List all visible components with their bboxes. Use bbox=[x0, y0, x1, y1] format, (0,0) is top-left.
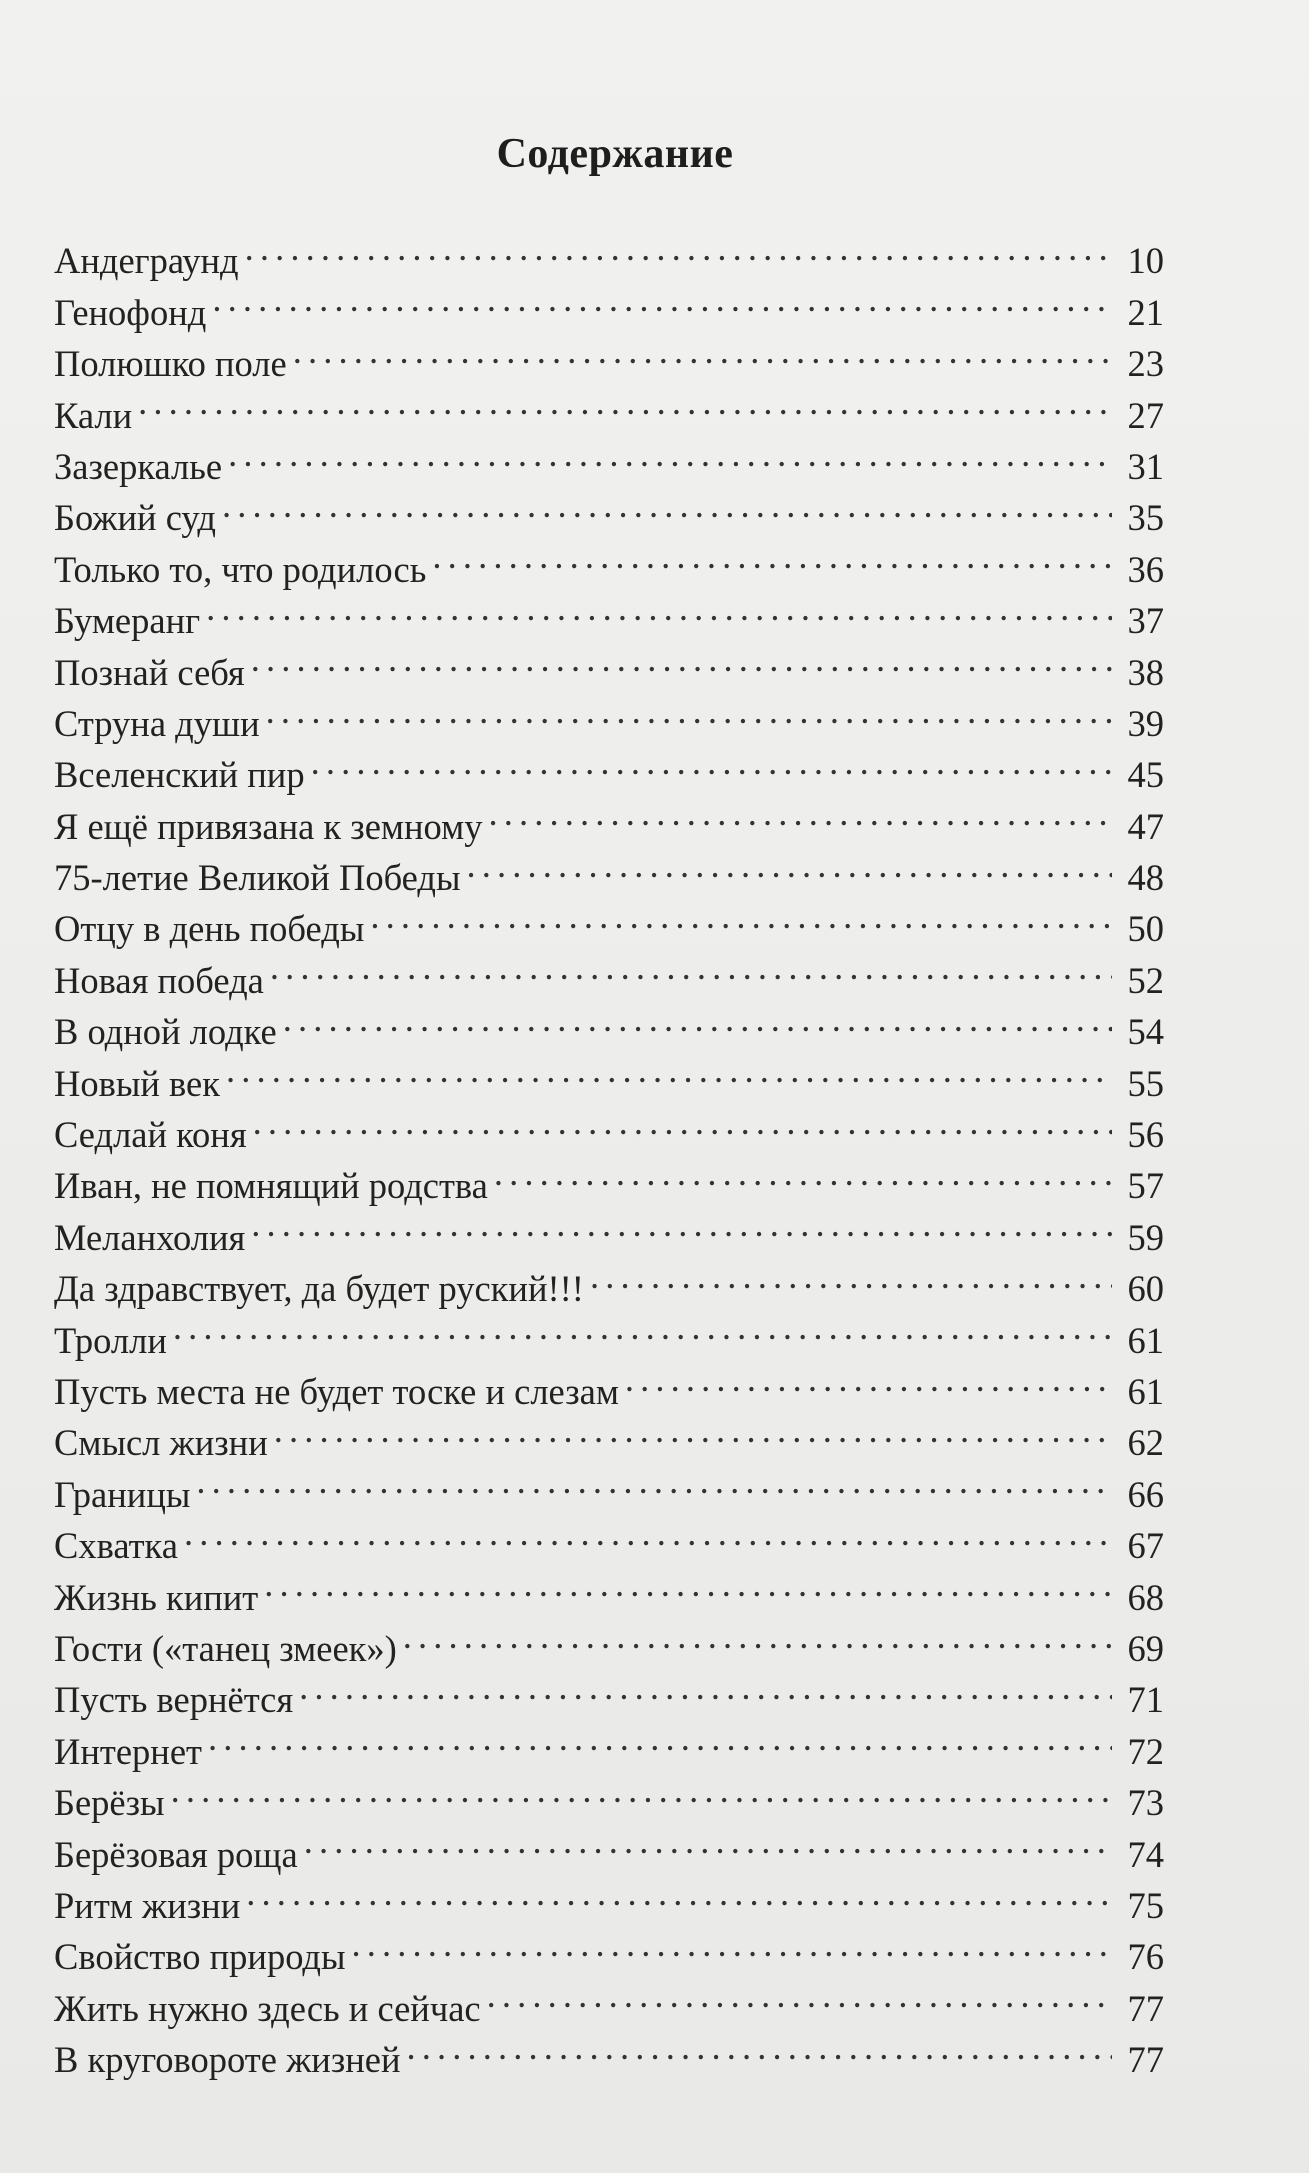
toc-dot-leader bbox=[274, 1404, 1112, 1455]
toc-entry-title: 75-летие Великой Победы bbox=[54, 857, 461, 899]
toc-entry-title: Генофонд bbox=[54, 291, 207, 333]
toc-dot-leader bbox=[494, 1147, 1112, 1198]
toc-entry-title: Вселенский пир bbox=[54, 754, 305, 796]
toc-entry-page-number: 60 bbox=[1127, 1268, 1164, 1310]
toc-entry-title: Струна души bbox=[54, 702, 260, 744]
toc-dot-leader bbox=[488, 787, 1112, 838]
toc-entry-title: Новый век bbox=[54, 1062, 220, 1104]
toc-entry-title: Границы bbox=[54, 1473, 191, 1515]
toc-dot-leader bbox=[407, 2021, 1112, 2072]
toc-entry-title: Андеграунд bbox=[54, 240, 239, 282]
toc-entry-title: Пусть вернётся bbox=[54, 1679, 294, 1721]
toc-entry-title: Смысл жизни bbox=[54, 1422, 268, 1464]
toc-entry-title: Свойство природы bbox=[54, 1936, 346, 1978]
toc-entry-page-number: 61 bbox=[1127, 1370, 1164, 1412]
toc-entry-title: Полюшко поле bbox=[54, 343, 287, 385]
toc-entry-page-number: 69 bbox=[1127, 1627, 1164, 1669]
toc-entry-page-number: 77 bbox=[1127, 1987, 1164, 2029]
toc-entry-page-number: 66 bbox=[1127, 1473, 1164, 1515]
toc-entry-page-number: 27 bbox=[1127, 394, 1164, 436]
toc-entry-page-number: 47 bbox=[1127, 805, 1164, 847]
toc-dot-leader bbox=[253, 1096, 1112, 1147]
toc-entry-title: Схватка bbox=[54, 1525, 178, 1567]
toc-entry-page-number: 67 bbox=[1127, 1525, 1164, 1567]
toc-entry-page-number: 56 bbox=[1127, 1114, 1164, 1156]
toc-dot-leader bbox=[226, 1044, 1112, 1095]
toc-entry-page-number: 59 bbox=[1127, 1216, 1164, 1258]
toc-entry-page-number: 71 bbox=[1127, 1679, 1164, 1721]
toc-dot-leader bbox=[466, 839, 1112, 890]
page-title: Содержание bbox=[496, 131, 734, 177]
toc-entry bbox=[54, 582, 1164, 642]
toc-dot-leader bbox=[590, 1250, 1112, 1301]
toc-entry-title: Жить нужно здесь и сейчас bbox=[54, 1987, 481, 2029]
toc-dot-leader bbox=[487, 1969, 1112, 2020]
toc-dot-leader bbox=[432, 530, 1112, 581]
toc-dot-leader bbox=[251, 1198, 1112, 1249]
toc-entry-page-number: 45 bbox=[1127, 754, 1164, 796]
toc-entry-page-number: 10 bbox=[1127, 240, 1164, 282]
toc-entry-title: Новая победа bbox=[54, 959, 264, 1001]
toc-dot-leader bbox=[212, 273, 1112, 324]
toc-entry-page-number: 54 bbox=[1127, 1011, 1164, 1053]
toc-entry-title: Отцу в день победы bbox=[54, 908, 365, 950]
toc-entry-title: Меланхолия bbox=[54, 1216, 246, 1258]
toc-dot-leader bbox=[245, 222, 1112, 273]
toc-entry bbox=[54, 325, 1164, 385]
toc-entry-page-number: 35 bbox=[1127, 497, 1164, 539]
toc-dot-leader bbox=[222, 479, 1112, 530]
toc-entry-page-number: 55 bbox=[1127, 1062, 1164, 1104]
toc-entry-title: Пусть места не будет тоске и слезам bbox=[54, 1370, 619, 1412]
toc-entry-page-number: 39 bbox=[1127, 702, 1164, 744]
toc-entry bbox=[54, 1455, 1164, 1515]
toc-entry-page-number: 77 bbox=[1127, 2039, 1164, 2081]
table-of-contents bbox=[54, 222, 1164, 2081]
toc-entry-title: Жизнь кипит bbox=[54, 1576, 259, 1618]
toc-dot-leader bbox=[173, 1301, 1112, 1352]
toc-entry bbox=[54, 1764, 1164, 1824]
toc-dot-leader bbox=[206, 582, 1112, 633]
toc-entry-title: Я ещё привязана к земному bbox=[54, 805, 483, 847]
toc-entry-title: Познай себя bbox=[54, 651, 245, 693]
toc-entry-title: Гости («танец змеек») bbox=[54, 1627, 397, 1669]
toc-entry-page-number: 23 bbox=[1127, 343, 1164, 385]
toc-dot-leader bbox=[266, 685, 1112, 736]
toc-dot-leader bbox=[228, 428, 1112, 479]
toc-entry-title: Интернет bbox=[54, 1730, 202, 1772]
toc-entry-page-number: 62 bbox=[1127, 1422, 1164, 1464]
toc-dot-leader bbox=[403, 1610, 1112, 1661]
toc-entry-page-number: 36 bbox=[1127, 548, 1164, 590]
toc-dot-leader bbox=[351, 1918, 1112, 1969]
toc-dot-leader bbox=[184, 1507, 1112, 1558]
toc-entry-title: В круговороте жизней bbox=[54, 2039, 401, 2081]
toc-entry-title: Берёзовая роща bbox=[54, 1833, 298, 1875]
toc-dot-leader bbox=[293, 325, 1112, 376]
toc-entry-title: Зазеркалье bbox=[54, 445, 223, 487]
toc-entry bbox=[54, 1301, 1164, 1361]
toc-dot-leader bbox=[270, 941, 1112, 992]
toc-dot-leader bbox=[208, 1712, 1112, 1763]
toc-dot-leader bbox=[625, 1353, 1112, 1404]
toc-entry-page-number: 73 bbox=[1127, 1782, 1164, 1824]
toc-entry bbox=[54, 1353, 1164, 1412]
toc-entry-title: Кали bbox=[54, 394, 133, 436]
toc-entry-page-number: 50 bbox=[1127, 908, 1164, 950]
toc-entry-page-number: 74 bbox=[1127, 1833, 1164, 1875]
toc-dot-leader bbox=[311, 736, 1112, 787]
toc-dot-leader bbox=[283, 993, 1112, 1044]
toc-entry-page-number: 37 bbox=[1127, 600, 1164, 642]
toc-entry-page-number: 75 bbox=[1127, 1884, 1164, 1926]
toc-entry bbox=[54, 633, 1164, 693]
toc-entry-title: Седлай коня bbox=[54, 1114, 247, 1156]
toc-dot-leader bbox=[171, 1764, 1112, 1815]
toc-entry-page-number: 52 bbox=[1127, 959, 1164, 1001]
toc-entry bbox=[54, 222, 1164, 282]
toc-entry-title: Да здравствует, да будет руский!!! bbox=[54, 1268, 584, 1310]
toc-entry bbox=[54, 428, 1164, 487]
toc-entry-page-number: 31 bbox=[1127, 445, 1164, 487]
toc-dot-leader bbox=[264, 1558, 1112, 1609]
toc-entry-page-number: 76 bbox=[1127, 1936, 1164, 1978]
toc-dot-leader bbox=[251, 633, 1112, 684]
toc-entry bbox=[54, 376, 1164, 436]
toc-dot-leader bbox=[370, 890, 1112, 941]
toc-entry-title: В одной лодке bbox=[54, 1011, 277, 1053]
toc-dot-leader bbox=[304, 1815, 1112, 1866]
toc-entry-title: Тролли bbox=[54, 1319, 167, 1361]
toc-entry-page-number: 21 bbox=[1127, 291, 1164, 333]
toc-entry-page-number: 72 bbox=[1127, 1730, 1164, 1772]
toc-dot-leader bbox=[138, 376, 1112, 427]
toc-entry bbox=[54, 1507, 1164, 1567]
toc-entry-page-number: 57 bbox=[1127, 1165, 1164, 1207]
toc-entry-title: Иван, не помнящий родства bbox=[54, 1165, 488, 1207]
toc-entry-title: Берёзы bbox=[54, 1782, 165, 1824]
toc-entry-title: Бумеранг bbox=[54, 600, 201, 642]
toc-entry-page-number: 48 bbox=[1127, 857, 1164, 899]
toc-entry-page-number: 61 bbox=[1127, 1319, 1164, 1361]
toc-entry-page-number: 38 bbox=[1127, 651, 1164, 693]
toc-entry bbox=[54, 1815, 1164, 1875]
toc-entry bbox=[54, 273, 1164, 333]
toc-entry-title: Только то, что родилось bbox=[54, 548, 427, 590]
toc-dot-leader bbox=[196, 1455, 1112, 1506]
toc-entry-page-number: 68 bbox=[1127, 1576, 1164, 1618]
toc-dot-leader bbox=[246, 1867, 1112, 1918]
toc-entry-title: Божий суд bbox=[54, 497, 216, 539]
toc-dot-leader bbox=[299, 1661, 1112, 1712]
toc-entry-title: Ритм жизни bbox=[54, 1884, 241, 1926]
toc-entry bbox=[54, 1558, 1164, 1618]
toc-entry bbox=[54, 1712, 1164, 1772]
